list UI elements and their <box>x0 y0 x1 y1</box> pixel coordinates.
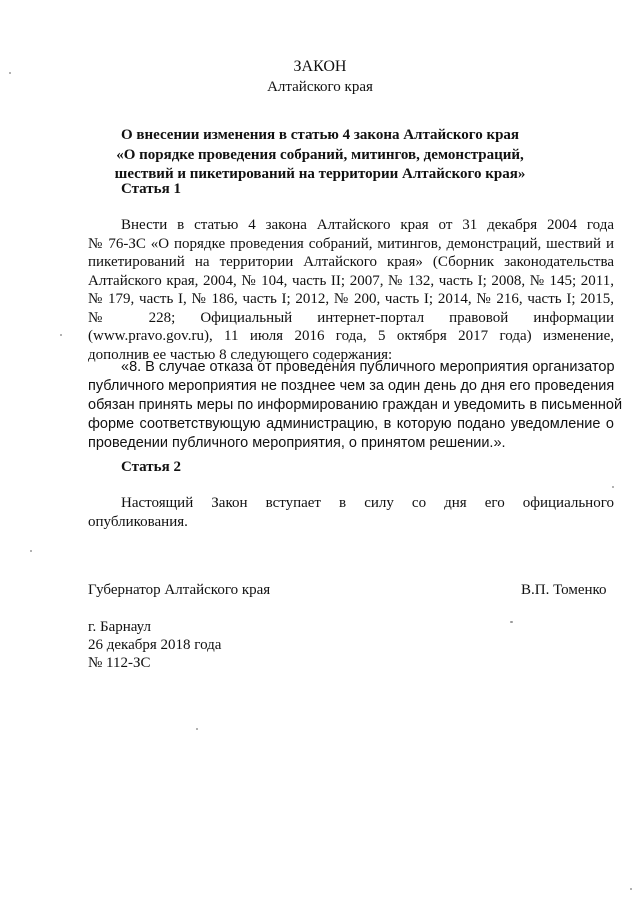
document-title: ЗАКОН <box>293 58 347 75</box>
article-1-body <box>88 216 614 364</box>
quote-line: проведении публичного мероприятия, о принятом решении.». <box>88 435 506 451</box>
body-line: опубликования. <box>88 513 188 530</box>
scan-speck <box>60 334 62 336</box>
signatory-name: В.П. Томенко <box>521 582 607 598</box>
article-1-title: Статья 1 <box>121 181 181 197</box>
article-1-quote <box>88 358 623 453</box>
article-2-title: Статья 2 <box>121 459 181 475</box>
scan-speck <box>510 621 513 623</box>
law-heading-line: «О порядке проведения собраний, митингов, демонстраций, <box>116 146 524 163</box>
issue-date: 26 декабря 2018 года <box>88 637 222 653</box>
body-line: дополнив ее частью 8 следующего содержания: <box>88 346 393 363</box>
body-line: (www.pravo.gov.ru), 11 июля 2016 года, 5 октября 2017 года) изменение, <box>88 328 614 344</box>
law-number: № 112-ЗС <box>88 655 151 671</box>
quote-line: «8. В случае отказа от проведения публичного мероприятия организатор <box>121 359 615 375</box>
law-heading-line: шествий и пикетирований на территории Алтайского края» <box>114 166 526 182</box>
scan-speck <box>30 550 32 552</box>
body-line: № 179, часть I, № 186, часть I; 2012, № 200, часть I; 2014, № 216, часть I; 2015, <box>88 291 614 307</box>
issue-city: г. Барнаул <box>88 619 151 635</box>
quote-line: публичного мероприятия не позднее чем за один день до дня его проведения <box>88 378 615 394</box>
quote-line: форме соответствующую администрацию, в которую подано уведомление о <box>88 416 614 432</box>
law-heading-line: О внесении изменения в статью 4 закона Алтайского края <box>120 127 520 143</box>
quote-line: обязан принять меры по информированию граждан и уведомить в письменной <box>88 397 623 413</box>
scan-speck <box>630 888 632 890</box>
article-2-body <box>88 494 614 531</box>
signatory-position: Губернатор Алтайского края <box>88 582 271 598</box>
scan-speck <box>196 728 198 730</box>
document-subtitle: Алтайского края <box>267 79 373 95</box>
body-line: № 76-ЗС «О порядке проведения собраний, митингов, демонстраций, шествий и <box>88 235 614 252</box>
law-heading <box>0 126 640 185</box>
body-line: Алтайского края, 2004, № 104, часть II; 2007, № 132, часть I; 2008, № 145; 2011, <box>88 272 614 289</box>
body-line: пикетирований на территории Алтайского края» (Сборник законодательства <box>88 254 614 270</box>
body-line: Внести в статью 4 закона Алтайского края от 31 декабря 2004 года <box>121 217 614 233</box>
scan-speck <box>612 486 614 488</box>
body-line: № 228; Официальный интернет-портал правовой информации <box>88 309 614 326</box>
scan-speck <box>9 72 11 74</box>
body-line: Настоящий Закон вступает в силу со дня его официального <box>121 495 614 511</box>
